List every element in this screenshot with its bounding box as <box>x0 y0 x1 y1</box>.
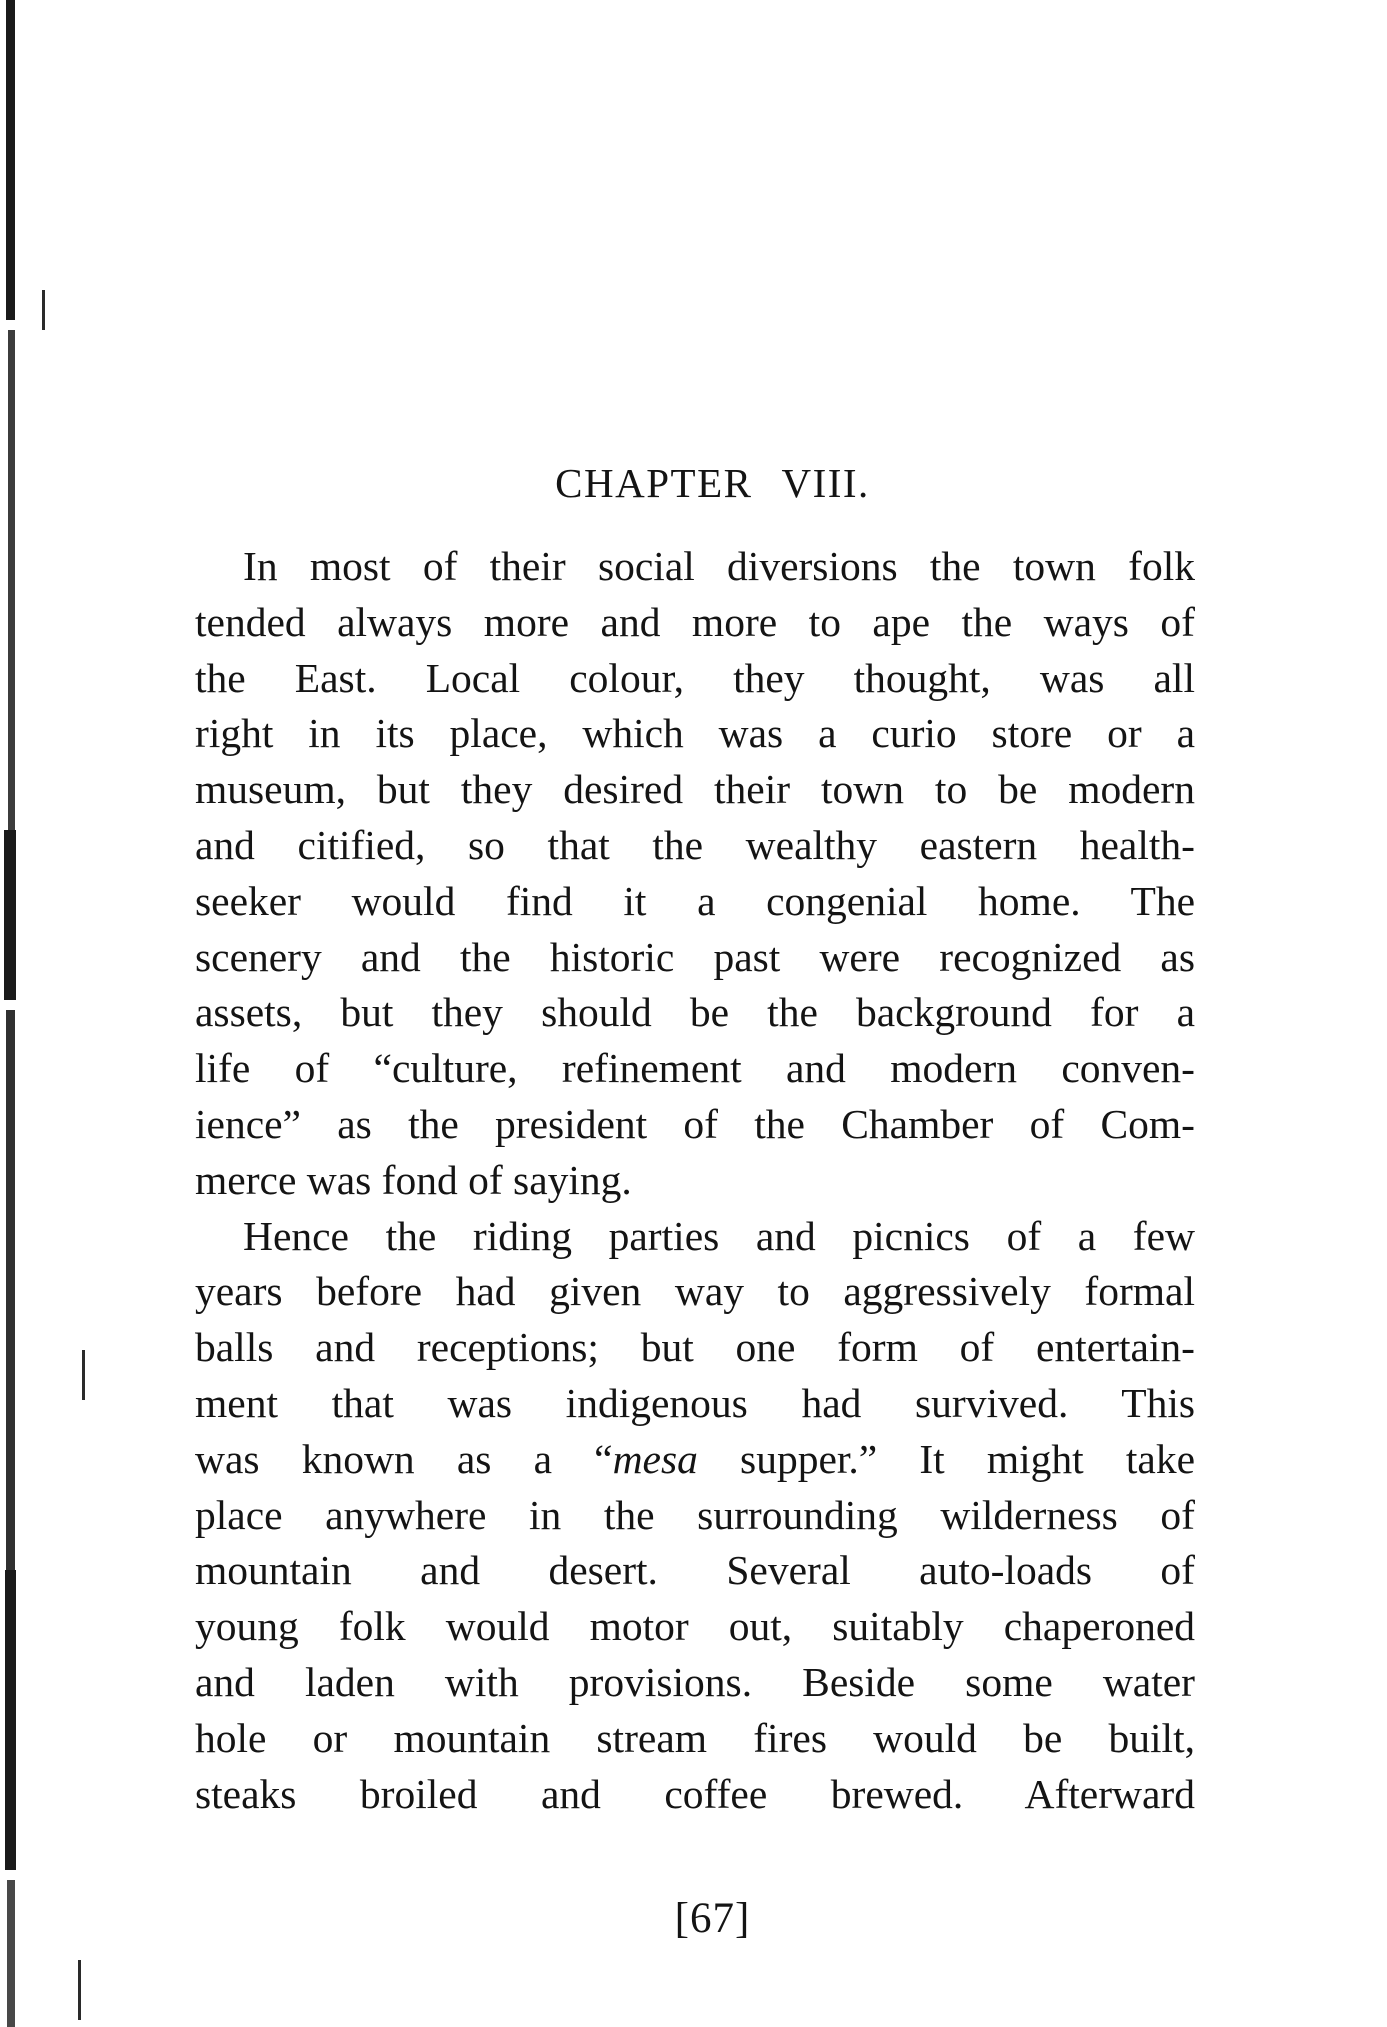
text-line: tended always more and more to ape the ways of <box>195 598 1195 645</box>
paragraph-2 <box>195 1209 1195 1823</box>
text-line: balls and receptions; but one form of entertain- <box>195 1324 1195 1371</box>
paragraph-1 <box>195 539 1195 1209</box>
text-line: merce was fond of saying. <box>195 1156 632 1203</box>
text-line: In most of their social diversions the town folk <box>243 543 1195 589</box>
text-line: young folk would motor out, suitably chaperoned <box>195 1603 1195 1650</box>
italic-word: mesa <box>612 1435 698 1482</box>
text-line: right in its place, which was a curio store or a <box>195 710 1195 757</box>
binding-shadow <box>8 330 15 850</box>
binding-shadow <box>4 830 16 1000</box>
page-text-block <box>195 455 1195 1822</box>
text-line: Hence the riding parties and picnics of a few <box>243 1212 1195 1259</box>
text-line: life of “culture, refinement and modern conven- <box>195 1045 1195 1092</box>
binding-shadow <box>6 0 15 320</box>
text-line: place anywhere in the surrounding wilderness of <box>195 1491 1195 1538</box>
text-line: mountain and desert. Several auto-loads of <box>195 1547 1195 1594</box>
text-line: the East. Local colour, they thought, was all <box>195 654 1195 701</box>
text-line: hole or mountain stream fires would be built, <box>195 1714 1195 1761</box>
page-number: [67] <box>674 1895 751 1942</box>
text-line: years before had given way to aggressively formal <box>195 1268 1195 1315</box>
text-line: ment that was indigenous had survived. This <box>195 1379 1195 1426</box>
scan-fleck <box>82 1350 85 1400</box>
text-line: and citified, so that the wealthy eastern health- <box>195 821 1195 868</box>
text-line: museum, but they desired their town to be modern <box>195 766 1195 813</box>
text-line: assets, but they should be the background for a <box>195 989 1195 1036</box>
text-line: seeker would find it a congenial home. The <box>195 877 1195 924</box>
scan-fleck <box>42 290 45 330</box>
text-line: and laden with provisions. Beside some water <box>195 1658 1195 1705</box>
scan-fleck <box>78 1960 81 2020</box>
text-line-mesa: was known as a “mesa supper.” It might take <box>195 1435 1195 1482</box>
chapter-heading: CHAPTER VIII. <box>555 460 870 506</box>
binding-edge <box>0 0 60 2027</box>
text-line: ience” as the president of the Chamber of Com- <box>195 1100 1195 1147</box>
binding-shadow <box>5 1570 16 1870</box>
text-line: scenery and the historic past were recognized as <box>195 933 1195 980</box>
text-line: steaks broiled and coffee brewed. Afterward <box>195 1770 1195 1817</box>
binding-shadow <box>6 1010 15 1570</box>
